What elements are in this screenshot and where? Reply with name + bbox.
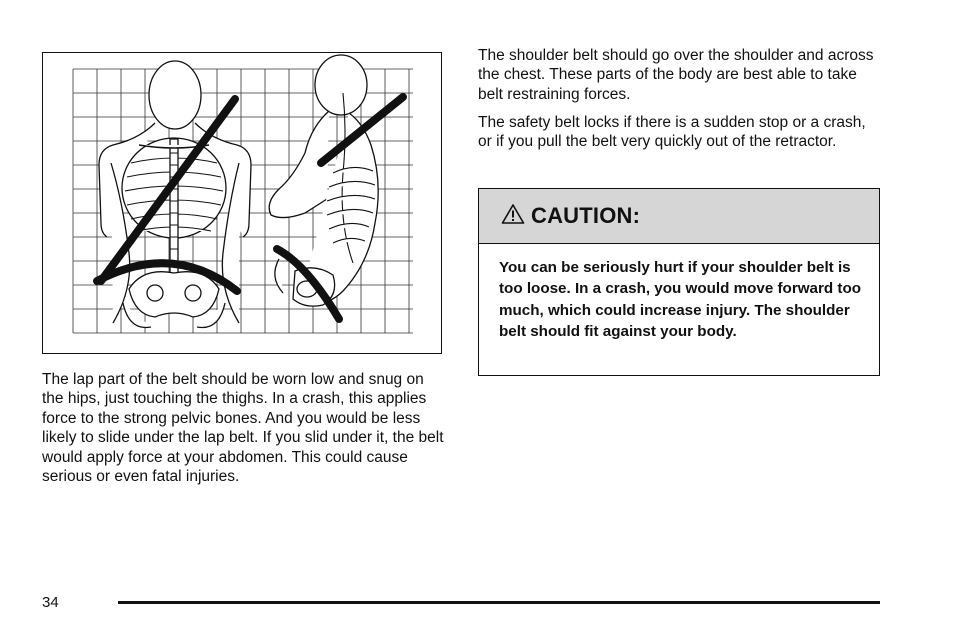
seat-belt-illustration [42,52,442,354]
skeleton-illustration [43,53,443,355]
footer-rule [118,601,880,604]
caution-text: You can be seriously hurt if your shoulder belt is too loose. In a crash, you would move forward too much, which could increase injury. The shoulder belt should fit against your body. [499,259,862,340]
lap-belt-paragraph: The lap part of the belt should be worn low and snug on the hips, just touching the thighs. In a crash, this applies force to the strong pelvic bones. And you would be less likely to slide under the lap belt. If you slid under it, the belt would apply force at your abdomen. This could cause serious or even fatal injuries. [42,371,444,486]
caution-header [479,189,879,244]
caution-box [478,188,880,376]
warning-triangle-icon [501,203,525,230]
shoulder-belt-paragraph: The shoulder belt should go over the shoulder and across the chest. These parts of the body are best able to take belt restraining forces. [478,47,874,103]
page-number: 34 [42,594,59,611]
belt-lock-paragraph: The safety belt locks if there is a sudden stop or a crash, or if you pull the belt very quickly out of the retractor. [478,114,866,151]
caution-title: CAUTION: [531,203,641,228]
